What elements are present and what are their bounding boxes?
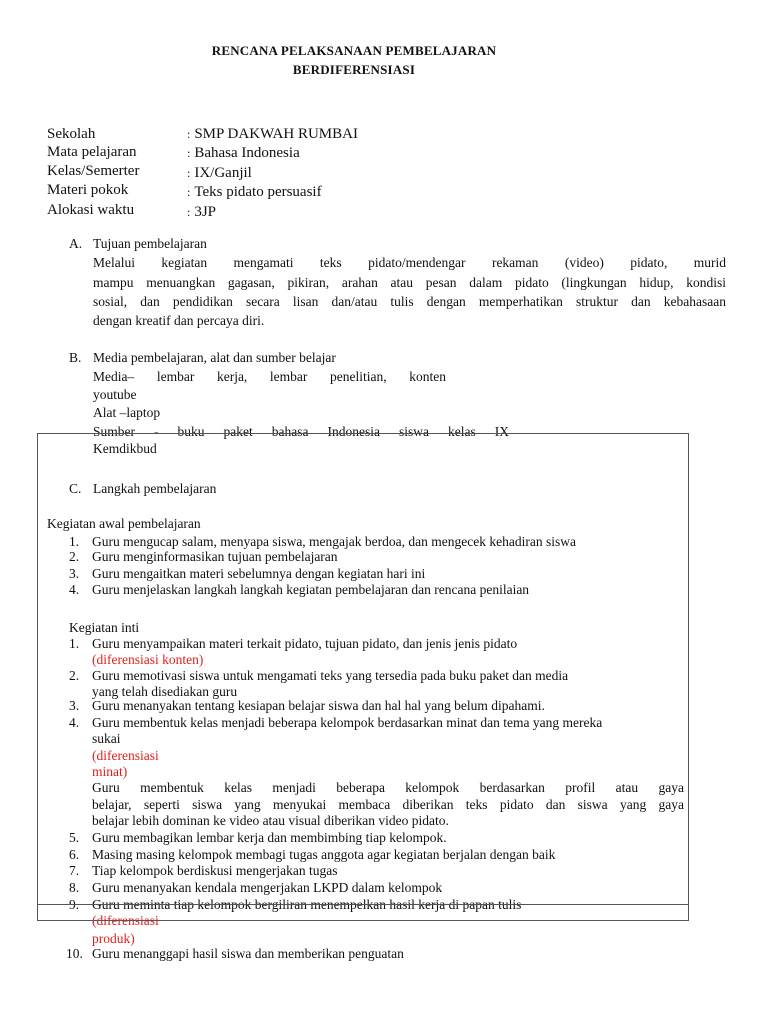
section-c-heading: Langkah pembelajaran <box>93 481 217 496</box>
frame-strike-line <box>37 904 689 905</box>
list-item: Guru menanyakan kendala mengerjakan LKPD dalam kelompok <box>92 880 443 895</box>
value-text: Bahasa Indonesia <box>194 145 300 161</box>
value-sekolah <box>187 126 358 143</box>
value-text: SMP DAKWAH RUMBAI <box>194 126 358 142</box>
colon: : <box>187 205 191 219</box>
list-number: 1. <box>69 636 80 651</box>
label-alokasi-waktu: Alokasi waktu <box>47 202 135 218</box>
list-number: 3. <box>69 698 80 713</box>
list-number: 4. <box>69 582 80 597</box>
differentiation-note: produk) <box>92 931 135 946</box>
paragraph-line: belajar, seperti siswa yang menyukai membaca diberikan teks pidato dan siswa yang gaya <box>92 797 684 812</box>
colon: : <box>187 166 191 180</box>
differentiation-note: (diferensiasi <box>92 748 159 763</box>
colon: : <box>187 146 191 160</box>
list-item: Guru menyampaikan materi terkait pidato, tujuan pidato, dan jenis jenis pidato <box>92 636 518 651</box>
list-number: 4. <box>69 715 80 730</box>
list-item: Guru mengucap salam, menyapa siswa, mengajak berdoa, dan mengecek kehadiran siswa <box>92 534 576 549</box>
list-number: 2. <box>69 549 80 564</box>
differentiation-note: (diferensiasi konten) <box>92 652 204 667</box>
list-number: 8. <box>69 880 80 895</box>
value-text: 3JP <box>194 204 217 220</box>
value-text: IX/Ganjil <box>194 165 252 181</box>
frame-bottom-line <box>37 920 689 921</box>
frame-top-line <box>37 433 689 434</box>
section-b-letter: B. <box>69 350 82 365</box>
list-item-continued: sukai <box>92 731 121 746</box>
kegiatan-inti-heading: Kegiatan inti <box>69 620 140 635</box>
list-item: Guru menjelaskan langkah langkah kegiatan pembelajaran dan rencana penilaian <box>92 582 530 597</box>
list-item: Guru meminta tiap kelompok bergiliran menempelkan hasil kerja di papan tulis <box>92 897 522 912</box>
section-a-line: mampu menuangkan gagasan, pikiran, arahan atau pesan dalam pidato (lingkungan hidup, kondisi <box>93 275 726 290</box>
list-item: Masing masing kelompok membagi tugas anggota agar kegiatan berjalan dengan baik <box>92 847 556 862</box>
label-sekolah: Sekolah <box>47 126 96 142</box>
frame-right-line <box>688 433 689 921</box>
differentiation-note: minat) <box>92 764 128 779</box>
frame-left-line <box>37 433 38 921</box>
section-a-line: sosial, dan pendidikan secara lisan dan/atau tulis dengan memperhatikan struktur dan kebahasaan <box>93 294 726 309</box>
list-item: Guru menanyakan tentang kesiapan belajar siswa dan hal hal yang belum dipahami. <box>92 698 545 713</box>
list-item-continued: yang telah disediakan guru <box>92 684 238 699</box>
section-a-letter: A. <box>69 236 83 251</box>
label-mata-pelajaran: Mata pelajaran <box>47 144 137 160</box>
list-number: 1. <box>69 534 80 549</box>
value-kelas <box>187 165 252 182</box>
list-number: 7. <box>69 863 80 878</box>
list-number: 2. <box>69 668 80 683</box>
label-materi-pokok: Materi pokok <box>47 182 129 198</box>
section-a-heading: Tujuan pembelajaran <box>93 236 207 251</box>
list-number: 5. <box>69 830 80 845</box>
value-materi-pokok <box>187 184 322 201</box>
sumber-line: Kemdikbud <box>93 441 157 456</box>
value-alokasi-waktu <box>187 204 216 221</box>
page-subtitle: BERDIFERENSIASI <box>292 62 416 77</box>
colon: : <box>187 127 191 141</box>
section-c-letter: C. <box>69 481 82 496</box>
kegiatan-awal-heading: Kegiatan awal pembelajaran <box>47 516 201 531</box>
list-item: Guru menanggapi hasil siswa dan memberikan penguatan <box>92 946 404 961</box>
sumber-line: Sumber - buku paket bahasa Indonesia siswa kelas IX <box>93 424 509 439</box>
media-line: Media– lembar kerja, lembar penelitian, konten <box>93 369 446 384</box>
list-item: Guru membagikan lembar kerja dan membimbing tiap kelompok. <box>92 830 447 845</box>
list-number: 3. <box>69 566 80 581</box>
list-number: 9. <box>69 897 80 912</box>
section-a-line: Melalui kegiatan mengamati teks pidato/mendengar rekaman (video) pidato, murid <box>93 255 726 270</box>
section-a-line: dengan kreatif dan percaya diri. <box>93 313 265 328</box>
page-title: RENCANA PELAKSANAAN PEMBELAJARAN <box>211 43 497 58</box>
list-item: Guru menginformasikan tujuan pembelajaran <box>92 549 338 564</box>
media-line: youtube <box>93 387 137 402</box>
list-number: 10. <box>66 946 83 961</box>
colon: : <box>187 185 191 199</box>
list-item: Guru membentuk kelas menjadi beberapa kelompok berdasarkan minat dan tema yang mereka <box>92 715 603 730</box>
list-item: Guru memotivasi siswa untuk mengamati teks yang tersedia pada buku paket dan media <box>92 668 569 683</box>
label-kelas: Kelas/Semerter <box>47 163 140 179</box>
list-number: 6. <box>69 847 80 862</box>
value-mata-pelajaran <box>187 145 300 162</box>
section-b-heading: Media pembelajaran, alat dan sumber belajar <box>93 350 336 365</box>
list-item: Tiap kelompok berdiskusi mengerjakan tugas <box>92 863 338 878</box>
value-text: Teks pidato persuasif <box>194 184 322 200</box>
list-item: Guru mengaitkan materi sebelumnya dengan kegiatan hari ini <box>92 566 426 581</box>
alat-line: Alat –laptop <box>93 405 161 420</box>
paragraph-line: Guru membentuk kelas menjadi beberapa kelompok berdasarkan profil atau gaya <box>92 780 684 795</box>
paragraph-line: belajar lebih dominan ke video atau visual diberikan video pidato. <box>92 813 449 828</box>
differentiation-note: (diferensiasi <box>92 913 159 928</box>
